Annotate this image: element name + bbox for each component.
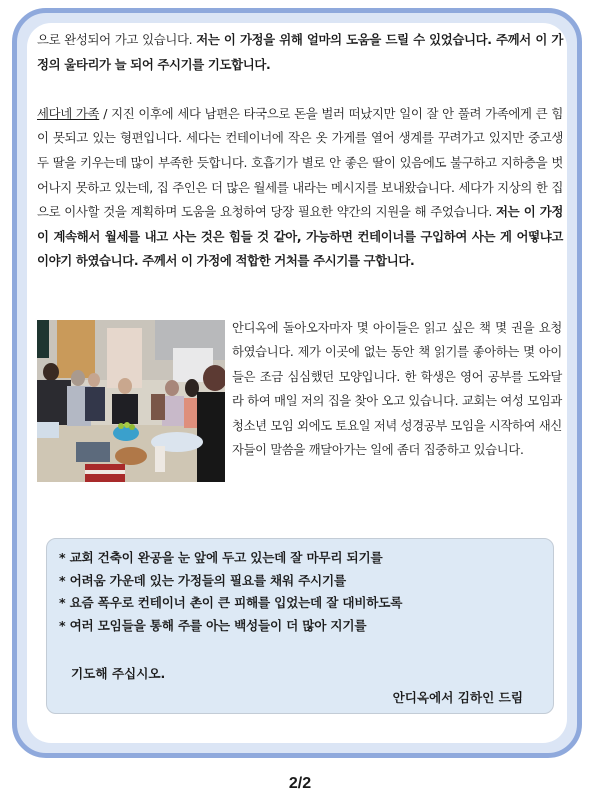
family-normal-text: 지진 이후에 세다 남편은 타국으로 돈을 벌러 떠났지만 일이 잘 안 풀려 가족에게 큰 힘이 못되고 있는 형편입니다. 세다는 컨테이너에 작은 옷 가게를 열어 생계를 꾸려가고 있지만 중고생 두 딸을 키우는데 많이 부족한 듯합니다. 호흡기가 별로 안 좋은 딸이 있음에도 불구하고 지하층을 벗어나지 못하고 있는데, 집 주인은 더 많은 월세를 내라는 메시지를 보내왔습니다. 세다가 지상의 한 집으로 이사할 것을 계획하며 도움을 요청하여 당장 필요한 약간의 지원을 해 주었습니다. (37, 105, 563, 220)
intro-bold-text: 저는 이 가정을 위해 얼마의 도움을 드릴 수 있었습니다. 주께서 이 가정의 울타리가 늘 되어 주시기를 기도합니다. (37, 32, 563, 72)
prayer-request-item: * 교회 건축이 완공을 눈 앞에 두고 있는데 잘 마무리 되기를 (59, 550, 383, 565)
intro-normal-text: 으로 완성되어 가고 있습니다. (37, 32, 197, 47)
paragraph-intro (37, 28, 563, 77)
page-number: 2/2 (288, 775, 312, 792)
prayer-closing: 기도해 주십시오. (71, 666, 166, 681)
prayer-request-item: * 요즘 폭우로 컨테이너 촌이 큰 피해를 입었는데 잘 대비하도록 (59, 595, 403, 610)
letter-body (37, 28, 563, 274)
prayer-request-item: * 어려움 가운데 있는 가정들의 필요를 채워 주시기를 (59, 572, 346, 588)
group-meeting-photo (37, 320, 225, 482)
prayer-request-list (59, 547, 402, 637)
prayer-request-item: * 여러 모임들을 통해 주를 아는 백성들이 더 많아 지기를 (59, 617, 367, 633)
family-separator: / (99, 105, 112, 121)
paragraph-family-story (37, 102, 563, 274)
family-bold-text: 저는 이 가정이 계속해서 월세를 내고 사는 것은 힘들 것 같아, 가능하면 컨테이너를 구입하여 사는 게 어떻냐고 이야기 하였습니다. 주께서 이 가정에 적합한 거처를 주시기를 구합니다. (37, 204, 563, 269)
photo-caption-text: 안디옥에 돌아오자마자 몇 아이들은 읽고 싶은 책 몇 권을 요청하였습니다. 제가 이곳에 없는 동안 책 읽기를 좋아하는 몇 아이들은 조금 심심했던 모양입니다. 한 학생은 영어 공부를 도와달라 하여 매일 저의 집을 찾아 오고 있습니다. 교회는 여성 모임과 청소년 모임 외에도 토요일 저녁 성경공부 모임을 시작하여 새신자들이 말씀을 깨달아가는 일에 좀더 집중하고 있습니다. (232, 321, 562, 458)
photo-section (37, 320, 563, 490)
signature: 안디옥에서 김하인 드림 (392, 690, 523, 705)
family-heading: 세다네 가족 (37, 105, 100, 121)
photo-caption-paragraph (232, 316, 562, 462)
prayer-request-box (46, 538, 554, 714)
